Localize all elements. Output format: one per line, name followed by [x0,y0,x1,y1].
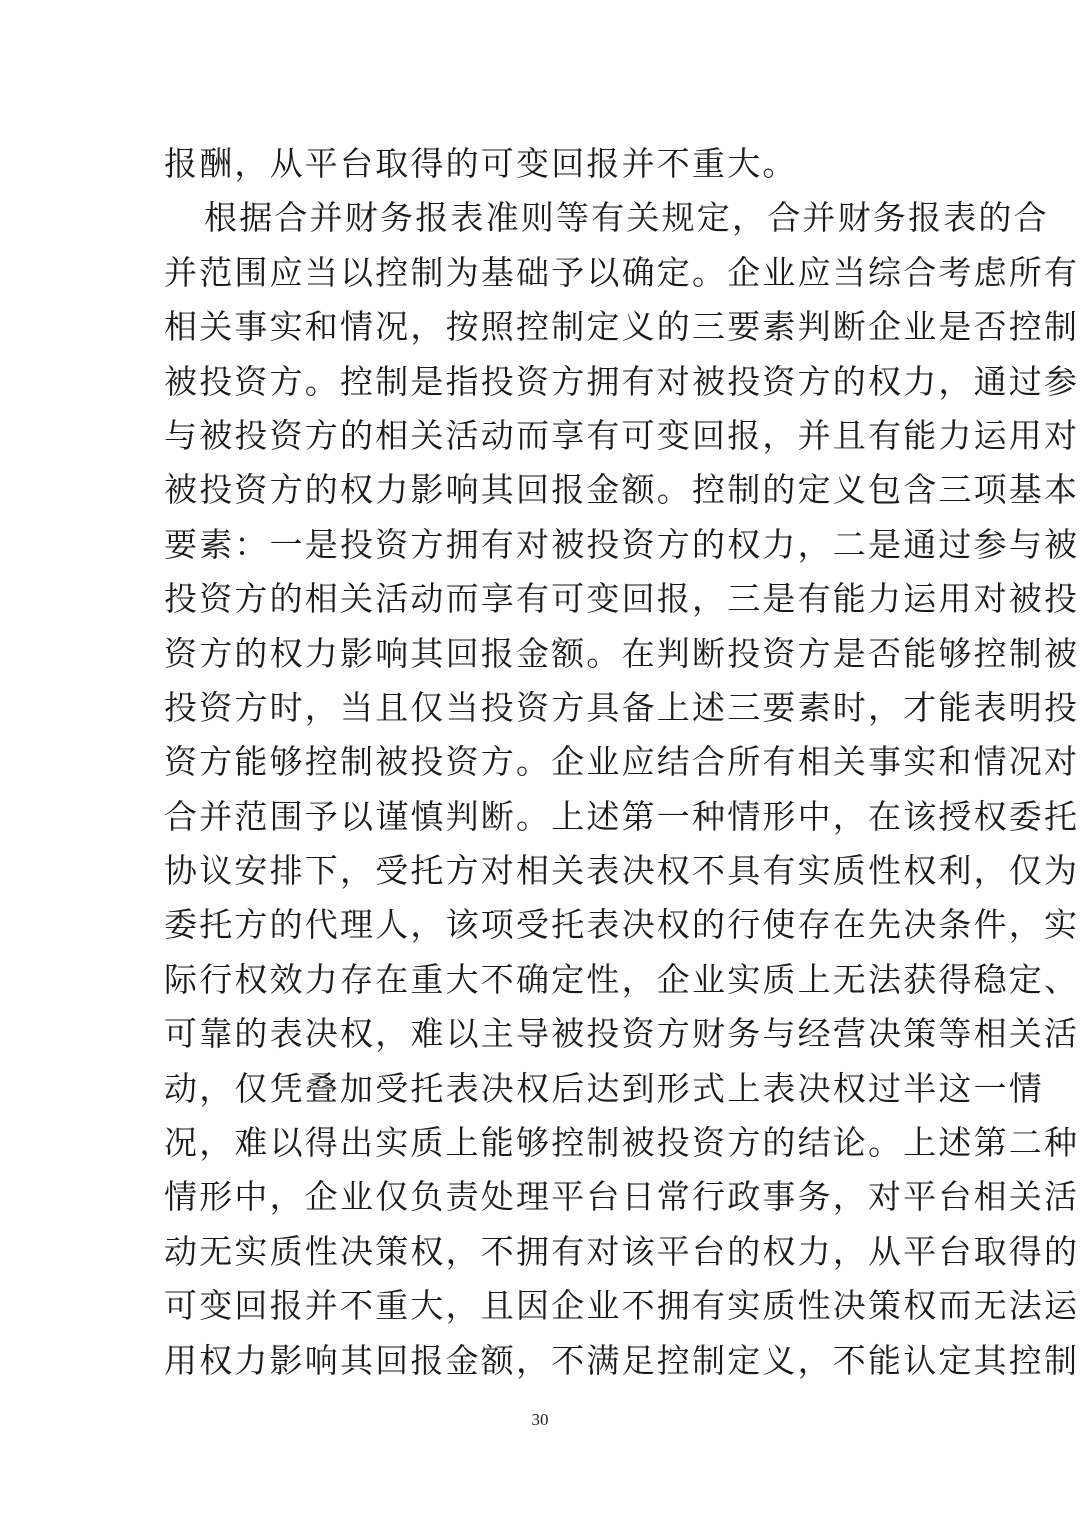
text-line: 情形中，企业仅负责处理平台日常行政事务，对平台相关活 [164,1177,1080,1217]
text-line: 投资方的相关活动而享有可变回报，三是有能力运用对被投 [164,579,1080,619]
text-line: 资方能够控制被投资方。企业应结合所有相关事实和情况对 [164,742,1080,782]
text-line: 况，难以得出实质上能够控制被投资方的结论。上述第二种 [164,1123,1080,1163]
text-line: 用权力影响其回报金额，不满足控制定义，不能认定其控制 [164,1340,1080,1380]
text-line: 可靠的表决权，难以主导被投资方财务与经营决策等相关活 [164,1014,1080,1054]
text-line: 际行权效力存在重大不确定性，企业实质上无法获得稳定、 [164,959,1080,999]
text-line: 动无实质性决策权，不拥有对该平台的权力，从平台取得的 [164,1231,1080,1271]
text-line: 并范围应当以控制为基础予以确定。企业应当综合考虑所有 [164,252,1080,292]
text-line: 报酬，从平台取得的可变回报并不重大。 [164,144,798,183]
text-line: 被投资方。控制是指投资方拥有对被投资方的权力，通过参 [164,361,1080,401]
text-line: 被投资方的权力影响其回报金额。控制的定义包含三项基本 [164,470,1080,510]
text-line: 投资方时，当且仅当投资方具备上述三要素时，才能表明投 [164,687,1080,727]
text-line: 要素：一是投资方拥有对被投资方的权力，二是通过参与被 [164,524,1080,564]
text-line: 动，仅凭叠加受托表决权后达到形式上表决权过半这一情 [164,1068,1044,1108]
text-line: 协议安排下，受托方对相关表决权不具有实质性权利，仅为 [164,851,1080,891]
text-line: 相关事实和情况，按照控制定义的三要素判断企业是否控制 [164,307,1080,347]
text-line: 可变回报并不重大，且因企业不拥有实质性决策权而无法运 [164,1286,1080,1326]
text-line: 资方的权力影响其回报金额。在判断投资方是否能够控制被 [164,633,1080,673]
paragraph-first-line: 根据合并财务报表准则等有关规定，合并财务报表的合 [204,198,1049,238]
body-text [164,137,1080,1388]
page-number: 30 [531,1410,549,1429]
text-line: 合并范围予以谨慎判断。上述第一种情形中，在该授权委托 [164,796,1080,836]
text-line: 与被投资方的相关活动而享有可变回报，并且有能力运用对 [164,415,1080,455]
text-line: 委托方的代理人，该项受托表决权的行使存在先决条件，实 [164,905,1080,945]
